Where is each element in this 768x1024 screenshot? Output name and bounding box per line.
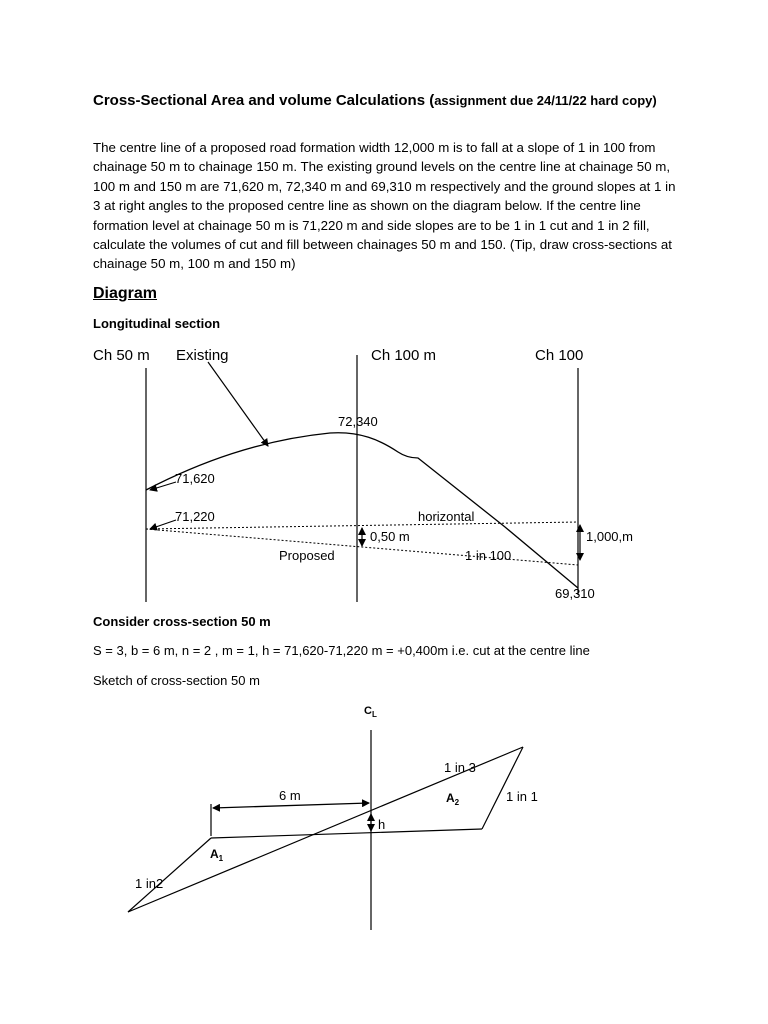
label-71220: 71,220 [175, 509, 215, 524]
title-main: Cross-Sectional Area and volume Calculations ( [93, 92, 435, 109]
label-proposed: Proposed [279, 548, 335, 563]
arrow-71220 [150, 520, 176, 529]
cross-section-heading: Consider cross-section 50 m [93, 614, 271, 629]
label-1in2: 1 in2 [135, 876, 164, 891]
cut-slope-line [482, 747, 523, 829]
problem-statement: The centre line of a proposed road formation width 12,000 m is to fall at a slope of 1 in 100 from chainage 50 m to chainage 150 m. The existing ground levels on the centre line at chainage 50 m, 100 m and 150 m are 71,620 m, 72,340 m and 69,310 m respectively and the ground slopes at 1 in 3 at right angles to the proposed centre line as shown on the diagram below. If the centre line formation level at chainage 50 m is 71,220 m and side slopes are to be 1 in 1 cut and 1 in 2 fill, calculate the volumes of cut and fill between chainages 50 m and 150. (Tip, draw cross-sections at chainage 50 m, 100 m and 150 m) [93, 140, 676, 272]
page-title [93, 90, 693, 111]
width-arrow [213, 803, 369, 808]
longitudinal-heading: Longitudinal section [93, 316, 221, 331]
label-h: h [378, 817, 386, 832]
existing-pointer-arrow [208, 362, 268, 446]
sketch-label: Sketch of cross-section 50 m [93, 673, 260, 688]
label-horizontal: horizontal [418, 509, 475, 524]
label-slope-1in100: 1 in 100 [465, 548, 512, 563]
fill-slope-line [128, 838, 211, 912]
longitudinal-section-diagram [0, 335, 768, 610]
label-ch100: Ch 100 m [371, 347, 437, 364]
cross-section-params: S = 3, b = 6 m, n = 2 , m = 1, h = 71,620-71,220 m = +0,400m i.e. cut at the centre line [93, 643, 590, 658]
area-a1-label: $A_1$ [210, 847, 224, 863]
diagram-heading: Diagram [93, 285, 158, 302]
label-existing: Existing [176, 347, 229, 364]
area-a2-label: $A_2$ [446, 791, 460, 807]
label-050: 0,50 m [370, 529, 410, 544]
label-71620: 71,620 [175, 471, 215, 486]
label-ch50: Ch 50 m [93, 347, 150, 364]
cross-section-sketch [0, 695, 768, 940]
label-ch100b: Ch 100 [535, 347, 584, 364]
label-6m: 6 m [279, 788, 301, 803]
title-sub: assignment due 24/11/22 hard copy) [434, 93, 657, 108]
label-1in1: 1 in 1 [506, 789, 538, 804]
label-69310: 69,310 [555, 586, 595, 601]
label-1000: 1,000,m [586, 529, 633, 544]
label-72340: 72,340 [338, 414, 378, 429]
centre-line-label: $C_L$ [364, 705, 377, 719]
formation-line [211, 829, 482, 838]
label-1in3: 1 in 3 [444, 760, 476, 775]
